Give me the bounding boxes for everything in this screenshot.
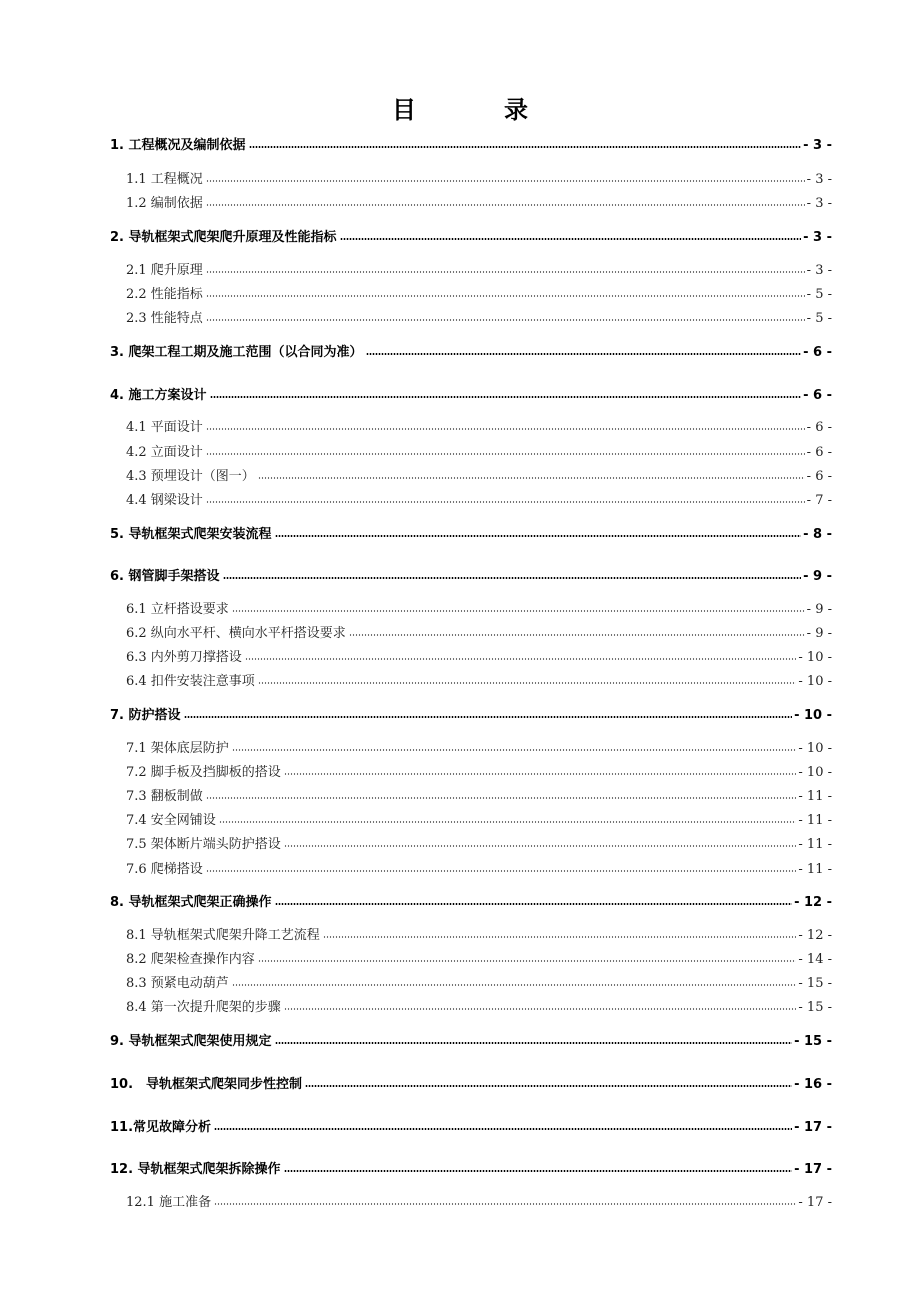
- toc-entry-label: 4.3 预埋设计（图一）: [126, 469, 255, 484]
- dot-leader: [210, 395, 802, 399]
- toc-section-entry[interactable]: [126, 808, 832, 828]
- toc-entry-label: 5. 导轨框架式爬架安装流程: [110, 527, 272, 542]
- toc-page-number: - 11 -: [798, 862, 832, 877]
- toc-page-number: - 3 -: [806, 172, 832, 187]
- toc-entry-label: 11.常见故障分析: [110, 1120, 212, 1135]
- dot-leader: [275, 534, 802, 538]
- dot-leader: [275, 902, 793, 906]
- toc-entry-label: 8.1 导轨框架式爬架升降工艺流程: [126, 928, 320, 943]
- toc-section-entry[interactable]: [126, 597, 832, 617]
- dot-leader: [323, 935, 797, 939]
- toc-chapter-entry[interactable]: [110, 890, 832, 910]
- toc-page-number: - 15 -: [798, 1000, 832, 1015]
- dot-leader: [232, 748, 797, 752]
- dot-leader: [206, 318, 805, 322]
- toc-page-number: - 10 -: [794, 708, 832, 723]
- dot-leader: [214, 1127, 792, 1131]
- toc-chapter-entry[interactable]: [110, 1072, 832, 1092]
- toc-entry-label: 6.1 立杆搭设要求: [126, 602, 229, 617]
- toc-page-number: - 11 -: [798, 789, 832, 804]
- toc-entry-label: 8.2 爬架检查操作内容: [126, 952, 255, 967]
- dot-leader: [206, 869, 797, 873]
- toc-entry-label: 4.4 钢梁设计: [126, 493, 203, 508]
- toc-page-number: - 3 -: [806, 196, 832, 211]
- dot-leader: [206, 179, 805, 183]
- toc-page-number: - 6 -: [803, 345, 832, 360]
- toc-page-number: - 10 -: [798, 650, 832, 665]
- toc-page-number: - 6 -: [806, 420, 832, 435]
- toc-page-number: - 7 -: [806, 493, 832, 508]
- toc-entry-label: 4.1 平面设计: [126, 420, 203, 435]
- toc-entry-label: 9. 导轨框架式爬架使用规定: [110, 1034, 272, 1049]
- dot-leader: [258, 681, 797, 685]
- toc-section-entry[interactable]: [126, 947, 832, 967]
- toc-entry-label: 2. 导轨框架式爬架爬升原理及性能指标: [110, 230, 337, 245]
- toc-entry-label: 4.2 立面设计: [126, 445, 203, 460]
- dot-leader: [284, 844, 797, 848]
- toc-chapter-entry[interactable]: [110, 522, 832, 542]
- toc-page-number: - 5 -: [806, 287, 832, 302]
- toc-entry-label: 6.4 扣件安装注意事项: [126, 674, 255, 689]
- dot-leader: [206, 294, 805, 298]
- toc-section-entry[interactable]: [126, 488, 832, 508]
- toc-page-number: - 17 -: [798, 1195, 832, 1210]
- toc-section-entry[interactable]: [126, 1190, 832, 1210]
- toc-page-number: - 9 -: [806, 602, 832, 617]
- toc-page-number: - 5 -: [806, 311, 832, 326]
- toc-page-number: - 3 -: [806, 263, 832, 278]
- dot-leader: [206, 203, 805, 207]
- toc-entry-label: 6.3 内外剪刀撑搭设: [126, 650, 242, 665]
- toc-entry-label: 12. 导轨框架式爬架拆除操作: [110, 1162, 281, 1177]
- toc-chapter-entry[interactable]: [110, 383, 832, 403]
- toc-section-entry[interactable]: [126, 645, 832, 665]
- toc-page-number: - 11 -: [798, 837, 832, 852]
- dot-leader: [206, 796, 797, 800]
- toc-page-number: - 12 -: [794, 895, 832, 910]
- toc-chapter-entry[interactable]: [110, 1157, 832, 1177]
- toc-page-number: - 3 -: [803, 138, 832, 153]
- toc-section-entry[interactable]: [126, 923, 832, 943]
- dot-leader: [305, 1084, 792, 1088]
- toc-entry-label: 3. 爬架工程工期及施工范围（以合同为准）: [110, 345, 363, 360]
- toc-page-number: - 9 -: [803, 569, 832, 584]
- toc-page-number: - 15 -: [798, 976, 832, 991]
- dot-leader: [206, 427, 805, 431]
- toc-section-entry[interactable]: [126, 282, 832, 302]
- toc-entry-label: 1. 工程概况及编制依据: [110, 138, 246, 153]
- dot-leader: [245, 657, 797, 661]
- toc-page-number: - 6 -: [803, 388, 832, 403]
- toc-section-entry[interactable]: [126, 971, 832, 991]
- toc-entry-label: 10. 导轨框架式爬架同步性控制: [110, 1077, 303, 1092]
- dot-leader: [184, 715, 793, 719]
- toc-entry-label: 2.2 性能指标: [126, 287, 203, 302]
- toc-page-number: - 8 -: [803, 527, 832, 542]
- toc-page-number: - 10 -: [798, 741, 832, 756]
- dot-leader: [349, 633, 805, 637]
- page-title: 目 录: [392, 95, 560, 124]
- toc-section-entry[interactable]: [126, 832, 832, 852]
- dot-leader: [232, 609, 805, 613]
- dot-leader: [206, 500, 805, 504]
- toc-page-number: - 10 -: [798, 765, 832, 780]
- toc-entry-label: 7.6 爬梯搭设: [126, 862, 203, 877]
- dot-leader: [284, 772, 797, 776]
- dot-leader: [275, 1041, 793, 1045]
- toc-entry-label: 8. 导轨框架式爬架正确操作: [110, 895, 272, 910]
- toc-page-number: - 6 -: [806, 445, 832, 460]
- toc-page-number: - 12 -: [798, 928, 832, 943]
- dot-leader: [214, 1202, 796, 1206]
- toc-entry-label: 7.5 架体断片端头防护搭设: [126, 837, 281, 852]
- toc-page-number: - 3 -: [803, 230, 832, 245]
- toc-entry-label: 7.1 架体底层防护: [126, 741, 229, 756]
- toc-section-entry[interactable]: [126, 669, 832, 689]
- toc-chapter-entry[interactable]: [110, 564, 832, 584]
- toc-chapter-entry[interactable]: [110, 703, 832, 723]
- toc-page-number: - 15 -: [794, 1034, 832, 1049]
- dot-leader: [249, 145, 802, 149]
- toc-entry-label: 7.2 脚手板及挡脚板的搭设: [126, 765, 281, 780]
- toc-entry-label: 1.1 工程概况: [126, 172, 203, 187]
- toc-chapter-entry[interactable]: [110, 133, 832, 153]
- toc-page-number: - 16 -: [794, 1077, 832, 1092]
- dot-leader: [284, 1007, 797, 1011]
- toc-entry-label: 6.2 纵向水平杆、横向水平杆搭设要求: [126, 626, 346, 641]
- toc-section-entry[interactable]: [126, 440, 832, 460]
- toc-page-number: - 11 -: [798, 813, 832, 828]
- toc-page-number: - 14 -: [798, 952, 832, 967]
- toc-section-entry[interactable]: [126, 167, 832, 187]
- toc-section-entry[interactable]: [126, 995, 832, 1015]
- toc-entry-label: 2.1 爬升原理: [126, 263, 203, 278]
- toc-entry-label: 6. 钢管脚手架搭设: [110, 569, 220, 584]
- dot-leader: [206, 452, 805, 456]
- dot-leader: [223, 576, 802, 580]
- dot-leader: [258, 959, 797, 963]
- toc-entry-label: 12.1 施工准备: [126, 1195, 212, 1210]
- toc-section-entry[interactable]: [126, 415, 832, 435]
- dot-leader: [206, 270, 805, 274]
- toc-section-entry[interactable]: [126, 736, 832, 756]
- toc-page-number: - 10 -: [798, 674, 832, 689]
- toc-entry-label: 8.4 第一次提升爬架的步骤: [126, 1000, 281, 1015]
- toc-entry-label: 7. 防护搭设: [110, 708, 181, 723]
- toc-page-number: - 6 -: [806, 469, 832, 484]
- toc-section-entry[interactable]: [126, 760, 832, 780]
- dot-leader: [284, 1169, 793, 1173]
- toc-entry-label: 7.4 安全网铺设: [126, 813, 216, 828]
- toc-entry-label: 8.3 预紧电动葫芦: [126, 976, 229, 991]
- toc-page-number: - 17 -: [794, 1120, 832, 1135]
- toc-chapter-entry[interactable]: [110, 1115, 832, 1135]
- toc-chapter-entry[interactable]: [110, 340, 832, 360]
- toc-entry-label: 4. 施工方案设计: [110, 388, 207, 403]
- dot-leader: [232, 983, 797, 987]
- toc-section-entry[interactable]: [126, 621, 832, 641]
- toc-chapter-entry[interactable]: [110, 1029, 832, 1049]
- toc-section-entry[interactable]: [126, 857, 832, 877]
- toc-entry-label: 7.3 翻板制做: [126, 789, 203, 804]
- toc-section-entry[interactable]: [126, 258, 832, 278]
- toc-page-number: - 17 -: [794, 1162, 832, 1177]
- toc-section-entry[interactable]: [126, 306, 832, 326]
- dot-leader: [219, 820, 797, 824]
- dot-leader: [258, 476, 805, 480]
- dot-leader: [340, 237, 802, 241]
- toc-chapter-entry[interactable]: [110, 225, 832, 245]
- toc-section-entry[interactable]: [126, 464, 832, 484]
- toc-section-entry[interactable]: [126, 784, 832, 804]
- toc-page-number: - 9 -: [806, 626, 832, 641]
- toc-entry-label: 1.2 编制依据: [126, 196, 203, 211]
- toc-entry-label: 2.3 性能特点: [126, 311, 203, 326]
- toc-section-entry[interactable]: [126, 191, 832, 211]
- dot-leader: [366, 352, 802, 356]
